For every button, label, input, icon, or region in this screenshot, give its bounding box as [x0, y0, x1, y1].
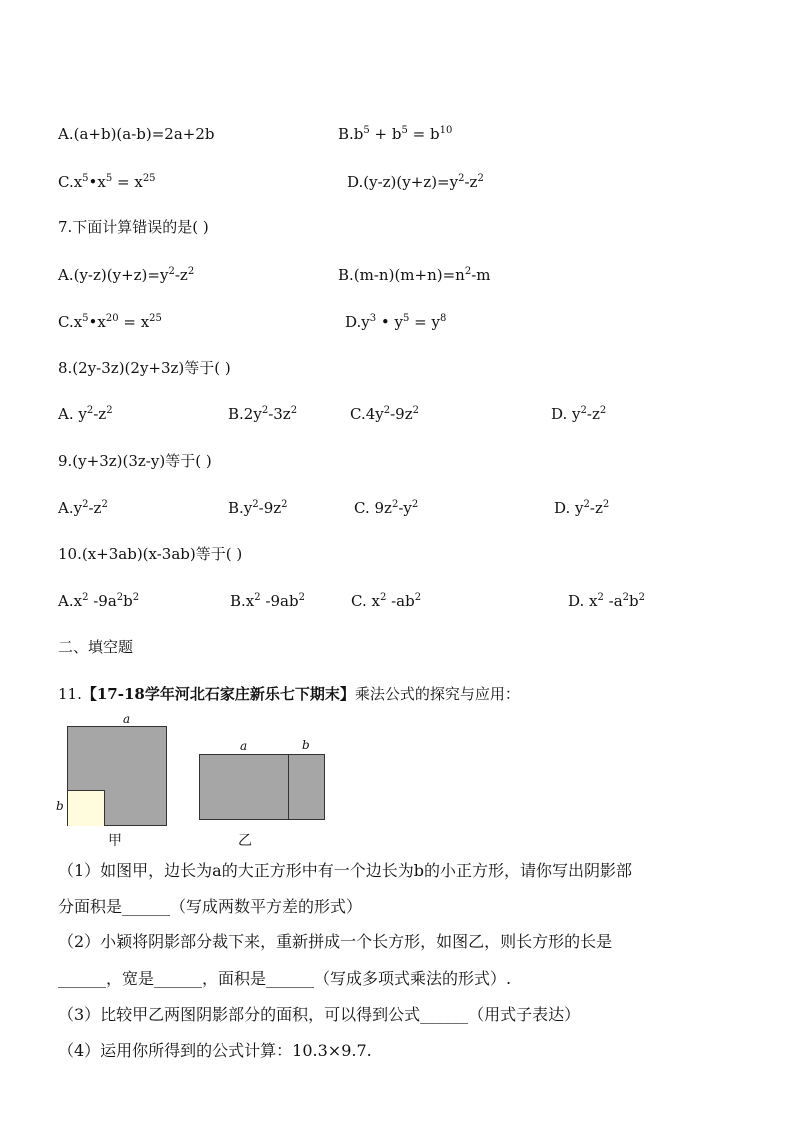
q8-option-b: $B.2y^2-3z^2$	[228, 405, 298, 423]
q9-option-b: $B.y^2-9z^2$	[228, 499, 288, 517]
q9-option-a: $A.y^2-z^2$	[58, 499, 108, 517]
figure-jia	[54, 712, 174, 852]
label-b: b	[56, 799, 64, 813]
label-a: a	[240, 739, 248, 753]
q11-part1-line2: 分面积是______（写成两数平方差的形式）	[58, 897, 363, 916]
label-a: a	[123, 712, 131, 726]
q7-option-b: $B.(m-n)(m+n)=n^2-m$	[338, 266, 491, 284]
q10-option-b: $B.x^2$ $-9ab^2$	[230, 592, 305, 610]
caption-yi: 乙	[238, 833, 252, 849]
q7-stem: 7.下面计算错误的是( )	[58, 218, 209, 236]
q11-part4: （4）运用你所得到的公式计算：10.3×9.7.	[58, 1041, 372, 1060]
q8-stem: 8.(2y-3z)(2y+3z)等于( )	[58, 359, 231, 377]
rectangle-shaded	[199, 754, 325, 820]
q8-option-c: $C.4y^2-9z^2$	[350, 405, 419, 423]
rectangle-divider	[288, 754, 289, 820]
q7-option-a: $A.(y-z)(y+z)=y^2-z^2$	[58, 266, 195, 284]
q9-option-c: C. $9z^2-y^2$	[354, 499, 419, 517]
q10-stem: 10.(x+3ab)(x-3ab)等于( )	[58, 545, 243, 563]
small-square	[68, 790, 105, 826]
caption-jia: 甲	[108, 833, 122, 849]
q8-option-a: A. $y^2-z^2$	[58, 405, 113, 423]
q10-option-d: D. $x^2$ $-a^2b^2$	[568, 592, 646, 610]
q9-option-d: D. $y^2-z^2$	[554, 499, 610, 517]
section-title-fill-in: 二、填空题	[58, 638, 134, 656]
q11-heading: 11.【17-18学年河北石家庄新乐七下期末】乘法公式的探究与应用：	[58, 685, 520, 703]
q10-option-a: $A.x^2$ $-9a^2b^2$	[58, 592, 140, 610]
q10-option-c: C. $x^2$ $-ab^2$	[351, 592, 422, 610]
q6-option-c: $C.x^5•x^5 = x^{25}$	[58, 173, 156, 191]
q11-part2-line2: ______，宽是______，面积是______（写成多项式乘法的形式）.	[58, 969, 512, 988]
figure-yi	[196, 736, 336, 852]
label-b: b	[302, 738, 310, 752]
q11-part2-line1: （2）小颖将阴影部分裁下来，重新拼成一个长方形，如图乙，则长方形的长是	[58, 932, 613, 951]
q6-option-d: $D.(y-z)(y+z)=y^2-z^2$	[347, 173, 484, 191]
q7-option-c: $C.x^5•x^{20} = x^{25}$	[58, 313, 162, 331]
q6-option-a: A.(a+b)(a-b)=2a+2b	[58, 125, 215, 143]
q6-option-b: $B.b^5 + b^5 = b^{10}$	[338, 125, 453, 143]
q11-part3: （3）比较甲乙两图阴影部分的面积，可以得到公式______（用式子表达）	[58, 1005, 581, 1024]
q7-option-d: $D.y^3$ • $y^5 = y^8$	[345, 313, 447, 331]
q11-part1-line1: （1）如图甲，边长为a的大正方形中有一个边长为b的小正方形，请你写出阴影部	[58, 861, 632, 880]
q8-option-d: D. $y^2-z^2$	[551, 405, 607, 423]
q9-stem: 9.(y+3z)(3z-y)等于( )	[58, 452, 212, 470]
